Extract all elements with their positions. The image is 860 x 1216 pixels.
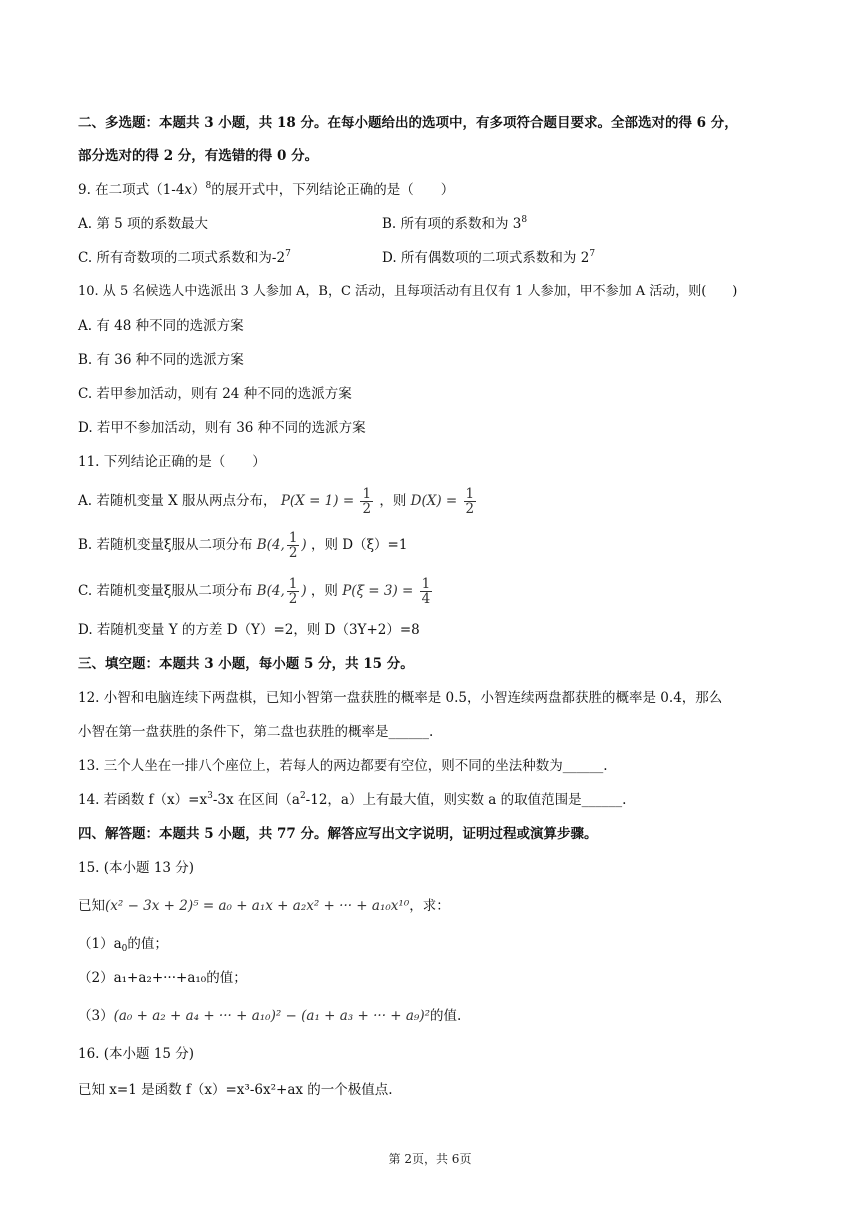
section-2-instructions-line-2: 部分选对的得 2 分，有选错的得 0 分。 [78, 148, 319, 164]
question-9-stem: 9. 在二项式$(1-4x)^8$的展开式中，下列结论正确的是（ ） [78, 181, 455, 198]
question-15-part-2: （2）a₁+a₂+···+a₁₀的值； [78, 970, 247, 986]
question-11-option-d: D. 若随机变量 Y 的方差 D（Y）=2，则 D（3Y+2）=8 [78, 622, 420, 638]
question-11-option-b: B. 若随机变量ξ服从二项分布 B(4, $\frac{1}{2}$ ) ，则 D（ξ）=1 [78, 530, 408, 561]
question-15-part-3: （3）(a₀ + a₂ + a₄ + ··· + a₁₀)² − (a₁ + a₃ + ··· + a₉)²的值. [78, 1008, 462, 1024]
fraction-one-half: $\frac{1}{2}$ [465, 486, 475, 517]
question-15-heading: 15. (本小题 13 分) [78, 860, 195, 876]
fraction-one-quarter: $\frac{1}{4}$ [421, 576, 431, 607]
section-2-instructions-line-1: 二、多选题：本题共 3 小题，共 18 分。在每小题给出的选项中，有多项符合题目要求。全部选对的得 6 分， [78, 115, 738, 131]
question-14-stem: 14. 若函数 $f(x)=x^3-3x$ 在区间（$a^2-12$，a）上有最大值，则实数 a 的取值范围是______. [78, 791, 627, 808]
question-16-heading: 16. (本小题 15 分) [78, 1046, 195, 1062]
question-9-option-c: C. 所有奇数项的二项式系数和为$-2^7$ [78, 249, 291, 266]
section-4-title: 四、解答题：本题共 5 小题，共 77 分。解答应写出文字说明，证明过程或演算步骤。 [78, 826, 598, 842]
question-10-option-c: C. 若甲参加活动，则有 24 种不同的选派方案 [78, 386, 352, 402]
question-13-stem: 13. 三个人坐在一排八个座位上，若每人的两边都要有空位，则不同的坐法种数为______. [78, 758, 608, 774]
question-15-part-1: $(1)a_0$的值； [78, 936, 168, 954]
section-3-title: 三、填空题：本题共 3 小题，每小题 5 分，共 15 分。 [78, 656, 414, 672]
page-footer: 第 2页，共 6页 [388, 1152, 472, 1166]
question-11-option-a: A. 若随机变量 X 服从两点分布， P(X = 1) = $\frac{1}{2}$ ，则 D(X) = $\frac{1}{2}$ [78, 486, 475, 517]
question-10-stem: 10. 从 5 名候选人中选派出 3 人参加 A，B，C 活动，且每项活动有且仅有 1 人参加，甲不参加 A 活动，则( ) [78, 284, 738, 299]
question-12-line-2: 小智在第一盘获胜的条件下，第二盘也获胜的概率是______. [78, 724, 434, 740]
fraction-one-half: $\frac{1}{2}$ [362, 486, 372, 517]
question-9-option-b: B. 所有项的系数和为 $3^8$ [382, 215, 528, 232]
fraction-one-half: $\frac{1}{2}$ [288, 530, 298, 561]
question-10-option-d: D. 若甲不参加活动，则有 36 种不同的选派方案 [78, 420, 366, 436]
question-9-option-a: A. 第 5 项的系数最大 [78, 216, 209, 232]
question-9-option-d: D. 所有偶数项的二项式系数和为 $2^7$ [382, 249, 596, 266]
question-11-option-c: C. 若随机变量ξ服从二项分布 B(4, $\frac{1}{2}$ ) ，则 P(ξ = 3) = $\frac{1}{4}$ [78, 576, 431, 607]
question-10-option-b: B. 有 36 种不同的选派方案 [78, 352, 244, 368]
question-10-option-a: A. 有 48 种不同的选派方案 [78, 318, 244, 334]
question-11-stem: 11. 下列结论正确的是（ ） [78, 454, 266, 470]
question-16-stem: 已知 x=1 是函数 f（x）=x³-6x²+ax 的一个极值点. [78, 1082, 393, 1098]
question-12-line-1: 12. 小智和电脑连续下两盘棋，已知小智第一盘获胜的概率是 0.5，小智连续两盘都获胜的概率是 0.4，那么 [78, 690, 723, 706]
question-15-given: 已知(x² − 3x + 2)⁵ = a₀ + a₁x + a₂x² + ··· + a₁₀x¹⁰，求： [78, 898, 450, 914]
fraction-one-half: $\frac{1}{2}$ [288, 576, 298, 607]
